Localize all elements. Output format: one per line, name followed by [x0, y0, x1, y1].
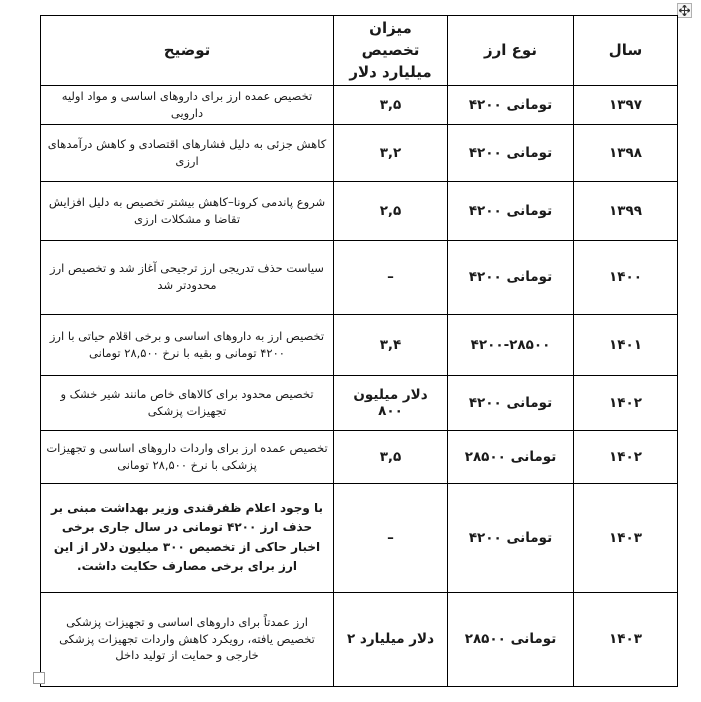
four-way-arrow-icon	[679, 5, 690, 16]
currency-cell[interactable]: تومانی ۴۲۰۰	[448, 375, 574, 430]
amount-cell[interactable]: –	[334, 483, 448, 592]
header-year[interactable]: سال	[574, 16, 678, 86]
description-cell[interactable]: ارز عمدتاً برای داروهای اساسی و تجهیزات پزشکی تخصیص یافته، رویکرد کاهش واردات تجهیزات پزشکی خارجی و حمایت از تولید داخل	[41, 592, 334, 686]
amount-cell[interactable]: ۳,۵	[334, 430, 448, 483]
year-cell[interactable]: ۱۴۰۲	[574, 430, 678, 483]
table-row	[41, 240, 678, 314]
description-cell[interactable]: تخصیص محدود برای کالاهای خاص مانند شیر خشک و تجهیزات پزشکی	[41, 375, 334, 430]
currency-cell[interactable]: تومانی ۴۲۰۰	[448, 124, 574, 181]
header-currency[interactable]: نوع ارز	[448, 16, 574, 86]
currency-cell[interactable]: تومانی ۲۸۵۰۰	[448, 592, 574, 686]
table-row	[41, 86, 678, 124]
description-cell[interactable]: تخصیص عمده ارز برای داروهای اساسی و مواد اولیه دارویی	[41, 86, 334, 124]
currency-cell[interactable]: تومانی ۲۸۵۰۰	[448, 430, 574, 483]
amount-cell[interactable]: دلار میلیارد ۲	[334, 592, 448, 686]
year-cell[interactable]: ۱۳۹۸	[574, 124, 678, 181]
description-cell[interactable]: با وجود اعلام ظفرقندی وزیر بهداشت مبنی بر حذف ارز ۴۲۰۰ تومانی در سال جاری برخی اخبار حاکی از تخصیص ۳۰۰ میلیون دلار از این ارز برای برخی مصارف حکایت داشت.	[41, 483, 334, 592]
description-cell[interactable]: شروع پاندمی کرونا–کاهش بیشتر تخصیص به دلیل افزایش تقاضا و مشکلات ارزی	[41, 181, 334, 240]
currency-cell[interactable]: تومانی ۴۲۰۰	[448, 181, 574, 240]
header-amount[interactable]: میزان تخصیص میلیارد دلار	[334, 16, 448, 86]
year-cell[interactable]: ۱۴۰۰	[574, 240, 678, 314]
table-row	[41, 592, 678, 686]
year-cell[interactable]: ۱۳۹۹	[574, 181, 678, 240]
description-cell[interactable]: تخصیص ارز به داروهای اساسی و برخی اقلام حیاتی با ارز ۴۲۰۰ تومانی و بقیه با نرخ ۲۸,۵۰۰ تومانی	[41, 314, 334, 375]
currency-cell[interactable]: ۴۲۰۰-۲۸۵۰۰	[448, 314, 574, 375]
header-description[interactable]: توضیح	[41, 16, 334, 86]
amount-cell[interactable]: دلار میلیون ۸۰۰	[334, 375, 448, 430]
year-cell[interactable]: ۱۴۰۱	[574, 314, 678, 375]
year-cell[interactable]: ۱۳۹۷	[574, 86, 678, 124]
amount-cell[interactable]: –	[334, 240, 448, 314]
year-cell[interactable]: ۱۴۰۲	[574, 375, 678, 430]
table-row	[41, 375, 678, 430]
header-row	[41, 16, 678, 86]
table-row	[41, 483, 678, 592]
table-row	[41, 181, 678, 240]
currency-cell[interactable]: تومانی ۴۲۰۰	[448, 86, 574, 124]
table-move-handle[interactable]	[677, 3, 692, 18]
description-cell[interactable]: کاهش جزئی به دلیل فشارهای اقتصادی و کاهش درآمدهای ارزی	[41, 124, 334, 181]
table-row	[41, 430, 678, 483]
amount-cell[interactable]: ۲,۵	[334, 181, 448, 240]
table-row	[41, 314, 678, 375]
description-cell[interactable]: تخصیص عمده ارز برای واردات داروهای اساسی و تجهیزات پزشکی با نرخ ۲۸,۵۰۰ تومانی	[41, 430, 334, 483]
amount-cell[interactable]: ۳,۵	[334, 86, 448, 124]
description-cell[interactable]: سیاست حذف تدریجی ارز ترجیحی آغاز شد و تخصیص ارز محدودتر شد	[41, 240, 334, 314]
amount-cell[interactable]: ۳,۲	[334, 124, 448, 181]
year-cell[interactable]: ۱۴۰۳	[574, 483, 678, 592]
currency-cell[interactable]: تومانی ۴۲۰۰	[448, 483, 574, 592]
year-cell[interactable]: ۱۴۰۳	[574, 592, 678, 686]
currency-cell[interactable]: تومانی ۴۲۰۰	[448, 240, 574, 314]
table-row	[41, 124, 678, 181]
table-resize-handle[interactable]	[33, 672, 45, 684]
word-table	[40, 15, 677, 687]
amount-cell[interactable]: ۳,۴	[334, 314, 448, 375]
